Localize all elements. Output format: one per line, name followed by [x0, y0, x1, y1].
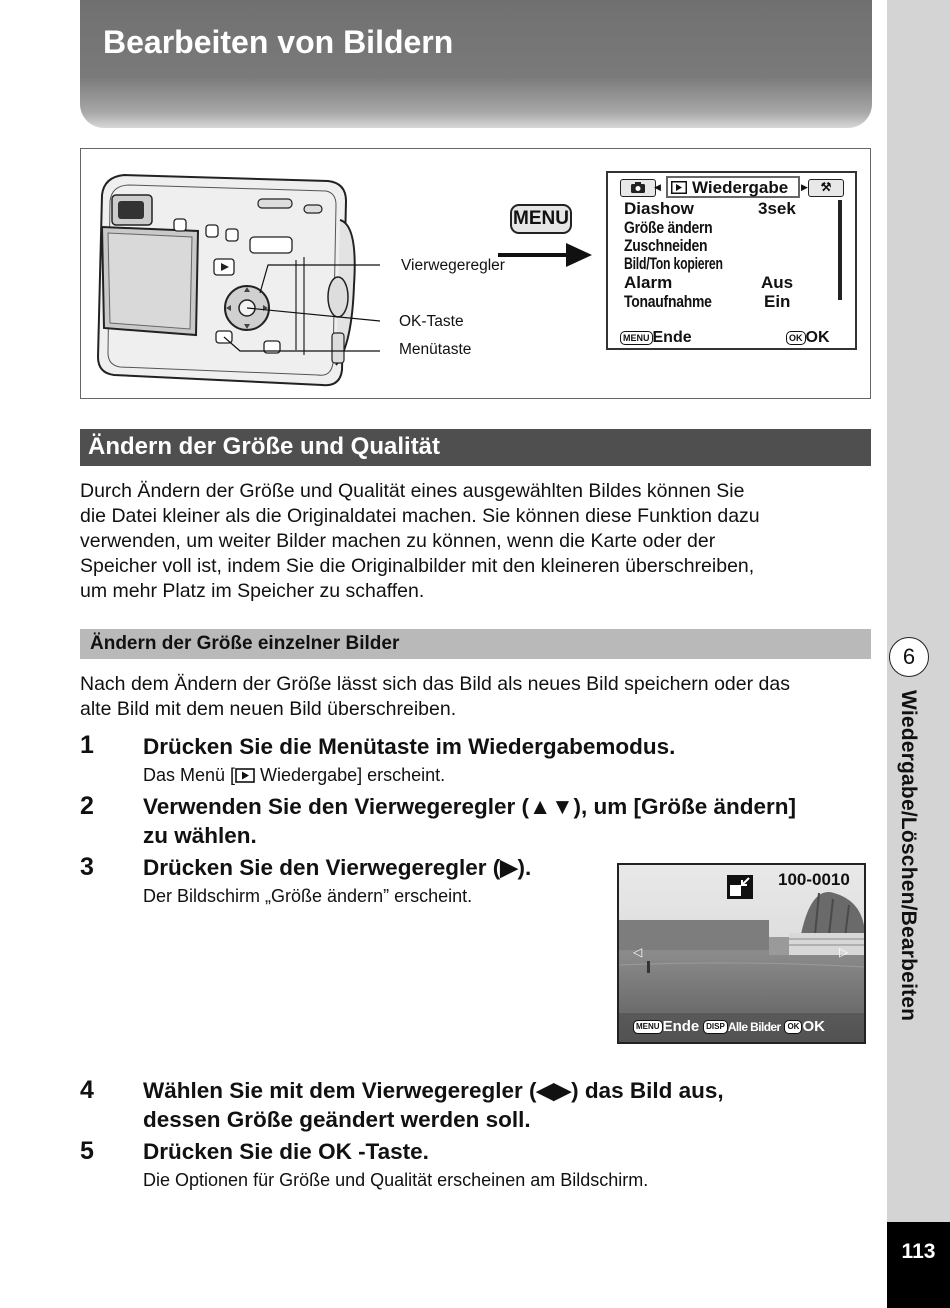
camera-tab-icon: [620, 179, 656, 197]
step-note: Die Optionen für Größe und Qualität erscheinen am Bildschirm.: [143, 1170, 649, 1190]
menu-footer-left: MENU Ende: [620, 329, 692, 347]
menu-item-value: Ein: [764, 292, 791, 311]
right-arrow-icon: ▷: [839, 945, 849, 959]
menu-item-label: Alarm: [624, 273, 673, 292]
menu-item-label: Zuschneiden: [624, 236, 708, 255]
step-note: Der Bildschirm „Größe ändern” erscheint.: [143, 886, 473, 906]
resize-screen-footer: MENU Ende DISP Alle Bilder OK OK: [633, 1018, 825, 1035]
resize-icon: [727, 875, 753, 899]
callout-ok-taste: OK-Taste: [399, 313, 464, 330]
step-number: 2: [80, 792, 94, 820]
step-number: 5: [80, 1137, 94, 1165]
left-arrow-icon: ◁: [633, 945, 643, 959]
file-number: 100-0010: [778, 870, 850, 889]
subsection-heading: Ändern der Größe einzelner Bilder: [80, 629, 871, 659]
header-banner: [80, 0, 872, 128]
ok-key-icon: OK: [784, 1020, 802, 1034]
resize-screen: [617, 863, 866, 1044]
play-icon: [671, 181, 687, 194]
menu-item-label: Tonaufnahme: [624, 292, 712, 311]
subsection-intro: Nach dem Ändern der Größe lässt sich das Bild als neues Bild speichern oder das alte Bild mit dem neuen Bild überschreiben.: [80, 673, 790, 720]
menu-key-icon: MENU: [510, 204, 572, 234]
menu-item-label: Größe ändern: [624, 218, 713, 237]
menu-item-label: Bild/Ton kopieren: [624, 254, 723, 273]
callout-menuetaste: Menütaste: [399, 341, 472, 358]
step-title: Wählen Sie mit dem Vierwegeregler (◀▶) das Bild aus, dessen Größe geändert werden soll.: [143, 1078, 724, 1132]
chapter-number: 6: [889, 637, 929, 677]
section-intro: Durch Ändern der Größe und Qualität eines ausgewählten Bildes können Sie die Datei kleiner als die Originaldatei machen. Sie können diese Funktion dazu verwenden, um weiter Bilder machen zu können, wenn die Karte oder der Speicher voll ist, indem Sie die Originalbilder mit den kleineren überschreiben, um mehr Platz im Speicher zu schaffen.: [80, 480, 760, 602]
step-number: 4: [80, 1076, 94, 1104]
step-title: Drücken Sie die Menütaste im Wiedergabemodus.: [143, 734, 676, 759]
section-heading: Ändern der Größe und Qualität: [80, 429, 871, 466]
tab-wiedergabe: Wiedergabe: [666, 176, 800, 198]
camera-back-illustration: [90, 165, 380, 390]
step-title: Drücken Sie den Vierwegeregler (▶).: [143, 855, 532, 880]
menu-footer-right: OK OK: [786, 329, 830, 347]
step-note: Das Menü [ Wiedergabe] erscheint.: [143, 765, 446, 785]
step-number: 3: [80, 853, 94, 881]
menu-item-value: 3sek: [758, 199, 796, 218]
play-icon: [235, 768, 255, 783]
step-title: Drücken Sie die OK -Taste.: [143, 1139, 429, 1164]
arrow-right-icon: [496, 240, 596, 270]
step-number: 1: [80, 731, 94, 759]
step-title: Verwenden Sie den Vierwegeregler (▲▼), um [Größe ändern] zu wählen.: [143, 794, 797, 848]
chapter-title: Wiedergabe/Löschen/Bearbeiten: [897, 690, 920, 1022]
page-title: Bearbeiten von Bildern: [103, 24, 454, 60]
tab-left-arrow-icon: ◀: [654, 182, 661, 192]
menu-scrollbar: [838, 200, 842, 300]
menu-key-icon: MENU: [633, 1020, 663, 1034]
chapter-title-tab: [888, 690, 928, 1090]
setup-tab-icon: ⚒: [808, 179, 844, 197]
tab-right-arrow-icon: ▶: [801, 182, 808, 192]
callout-vierwegeregler: Vierwegeregler: [401, 257, 505, 274]
menu-key-icon: MENU: [620, 331, 653, 345]
menu-item-value: Aus: [761, 273, 794, 292]
disp-key-icon: DISP: [703, 1020, 728, 1034]
ok-key-icon: OK: [786, 331, 806, 345]
menu-item-label: Diashow: [624, 199, 694, 218]
menu-screen: [606, 171, 857, 350]
page-number: 113: [887, 1222, 950, 1308]
